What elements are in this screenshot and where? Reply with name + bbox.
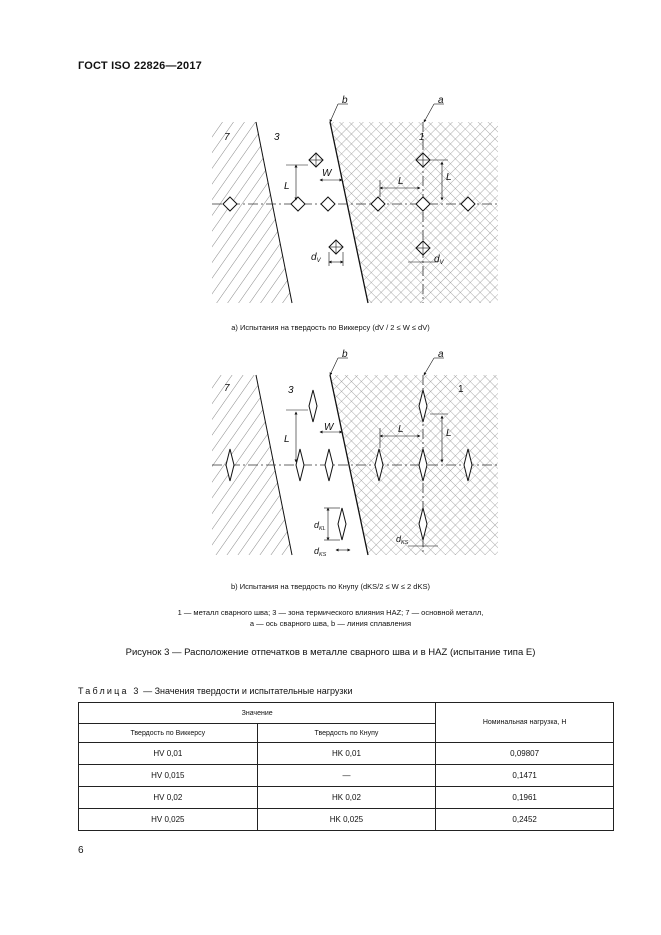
table-title-text: — Значения твердости и испытательные нагрузки: [140, 686, 353, 696]
figure-a-caption: а) Испытания на твердость по Виккерсу (dV / 2 ≤ W ≤ dV): [231, 323, 430, 332]
figure-b-drawing: [212, 349, 498, 558]
header-knoop: Твердость по Кнупу: [257, 724, 436, 743]
cell-knoop: —: [257, 765, 436, 787]
diag-dkl-label: $d_{KL}$: [314, 520, 326, 532]
table-row: [79, 765, 614, 787]
cell-knoop: HK 0,01: [257, 743, 436, 765]
cell-knoop: HK 0,025: [257, 809, 436, 831]
table-row: [79, 743, 614, 765]
spacing-L2-label-b: L: [398, 424, 404, 435]
diag-dv-label: $d_V$: [311, 252, 321, 264]
legend-line-2: a — ось сварного шва, b — линия сплавления: [249, 619, 412, 628]
zone-1-label: 1: [419, 132, 425, 143]
figure-legend: [0, 607, 661, 629]
cell-load: 0,1961: [436, 787, 614, 809]
spacing-L3-label: L: [446, 172, 452, 183]
header-load: Номинальная нагрузка, Н: [436, 703, 614, 743]
cell-vickers: HV 0,01: [79, 743, 258, 765]
zone-7-label-b: 7: [224, 383, 230, 394]
header-group-value: Значение: [79, 703, 436, 724]
cell-load: 0,09807: [436, 743, 614, 765]
width-W-label: W: [322, 168, 332, 179]
zone-7-label: 7: [224, 132, 230, 143]
cell-vickers: HV 0,015: [79, 765, 258, 787]
table-number: Таблица 3: [78, 686, 141, 696]
fusion-line-label-b: b: [342, 349, 348, 360]
weld-metal-zone: [330, 122, 498, 303]
cell-knoop: HK 0,02: [257, 787, 436, 809]
legend-line-1: 1 — металл сварного шва; 3 — зона термического влияния HAZ; 7 — основной металл,: [177, 608, 484, 617]
zone-3-label: 3: [274, 132, 280, 143]
table-row: [79, 809, 614, 831]
diag-dks2-label: $d_{KS}$: [396, 534, 409, 546]
zone-3-label-b: 3: [288, 385, 294, 396]
cell-vickers: HV 0,025: [79, 809, 258, 831]
weld-axis-label-b: a: [438, 349, 444, 360]
zone-1-label-b: 1: [458, 384, 464, 395]
cell-load: 0,2452: [436, 809, 614, 831]
page-number: 6: [78, 845, 84, 856]
width-W-label-b: W: [324, 422, 334, 433]
cell-vickers: HV 0,02: [79, 787, 258, 809]
fusion-line-label: b: [342, 95, 348, 106]
table-row: [79, 787, 614, 809]
table-title: [78, 686, 353, 696]
spacing-L-label-b: L: [284, 434, 290, 445]
weld-axis-label: a: [438, 95, 444, 106]
figure-title: Рисунок 3 — Расположение отпечатков в металле сварного шва и в HAZ (испытание типа E): [125, 647, 536, 658]
spacing-L2-label: L: [398, 176, 404, 187]
hardness-table: [78, 702, 614, 831]
diag-dv2-label: $d_V$: [434, 254, 444, 266]
document-header: ГОСТ ISO 22826—2017: [78, 60, 202, 72]
spacing-L-label: L: [284, 181, 290, 192]
figure-a-drawing: [212, 95, 498, 303]
header-vickers: Твердость по Виккерсу: [79, 724, 258, 743]
figure-b-caption: b) Испытания на твердость по Кнупу (dKS/2 ≤ W ≤ 2 dKS): [231, 582, 430, 591]
cell-load: 0,1471: [436, 765, 614, 787]
base-metal-zone: [212, 122, 292, 303]
spacing-L3-label-b: L: [446, 428, 452, 439]
diag-dks-label: $d_{KS}$: [314, 546, 327, 558]
